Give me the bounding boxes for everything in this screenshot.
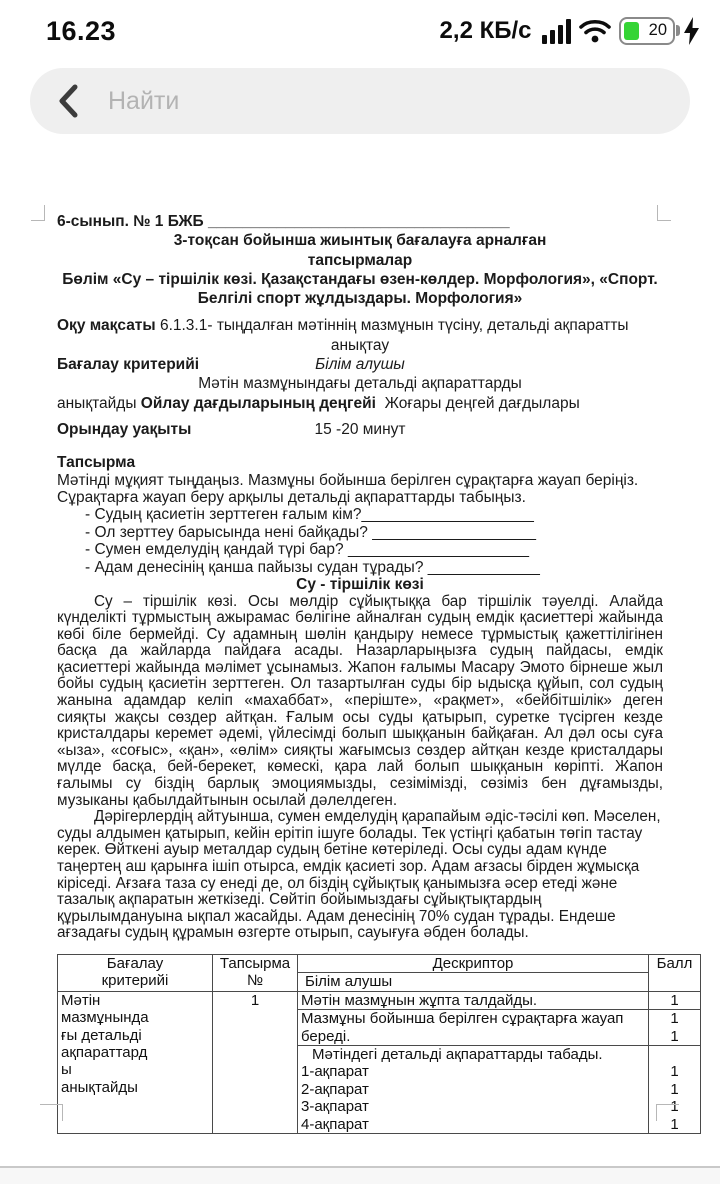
criteria-header-cell xyxy=(58,954,213,991)
descriptor-text: Мәтіндегі детальді ақпараттарды табады. xyxy=(312,1046,603,1064)
task-question: - Сумен емделудің қандай түрі бар? _____________________ xyxy=(85,541,529,559)
score-value: 1 xyxy=(670,1010,679,1028)
task-number-cell: 1 xyxy=(213,991,298,1133)
clock: 16.23 xyxy=(46,15,117,46)
battery-fill xyxy=(624,22,639,40)
descriptor-text: 3-ақпарат xyxy=(301,1098,369,1116)
score-header-cell: Балл xyxy=(649,954,701,991)
task-heading: Тапсырма xyxy=(57,454,136,472)
task-number-header-cell xyxy=(213,954,298,991)
battery-level: 20 xyxy=(648,21,667,39)
descriptor-header-cell: Дескриптор xyxy=(298,954,649,972)
criteria-text: ақпараттард xyxy=(61,1044,148,1062)
score-cell xyxy=(649,1010,701,1046)
descriptor-subheader-cell: Білім алушы xyxy=(298,973,649,991)
score-cell xyxy=(649,991,701,1009)
doc-heading: Белгілі спорт жұлдыздары. Морфология» xyxy=(197,290,523,308)
network-speed: 2,2 КБ/с xyxy=(439,17,532,44)
assessment-criteria: Мәтін мазмұнындағы детальді ақпараттарды xyxy=(198,375,522,393)
score-value: 1 xyxy=(670,991,679,1009)
duration-line: Орындау уақыты 15 -20 минут xyxy=(57,420,406,438)
doc-class-line: 6-сынып. № 1 БЖБ ___________________________________ xyxy=(57,213,510,230)
learning-objective: Оқу мақсаты 6.1.3.1- тыңдалған мәтіннің мазмұнын түсіну, детальді ақпаратты xyxy=(57,317,629,335)
doc-heading: Бөлім «Су – тіршілік көзі. Қазақстандағы өзен-көлдер. Морфология», «Спорт. xyxy=(62,270,658,288)
score-value: 1 xyxy=(670,1027,679,1045)
assessment-table xyxy=(57,954,693,1134)
score-value xyxy=(652,1046,697,1063)
charging-bolt-icon xyxy=(683,17,700,45)
descriptor-cell xyxy=(298,1010,649,1046)
battery-icon xyxy=(619,17,675,45)
descriptor-text: Мәтін мазмұнын жұпта талдайды. xyxy=(301,991,538,1009)
learning-objective: анықтау xyxy=(330,336,390,354)
criteria-text: ы xyxy=(61,1061,72,1079)
back-chevron-icon[interactable] xyxy=(56,83,80,119)
bottom-strip xyxy=(0,1168,720,1184)
descriptor-text: береді. xyxy=(301,1027,351,1045)
score-value: 1 xyxy=(670,1115,679,1133)
task-question: - Ол зерттеу барысында нені байқады? ___________________ xyxy=(85,523,536,541)
descriptor-cell xyxy=(298,1046,649,1134)
header-text: Тапсырма xyxy=(219,954,291,972)
spacer xyxy=(57,413,663,420)
page-margin-mark xyxy=(657,205,671,221)
descriptor-cell xyxy=(298,991,649,1009)
descriptor-text: Мазмұны бойынша берілген сұрақтарға жауап xyxy=(301,1010,624,1028)
criteria-text: ғы детальді xyxy=(61,1026,142,1044)
wifi-icon xyxy=(579,18,611,44)
page-margin-mark xyxy=(31,205,45,221)
criteria-text: Мәтін xyxy=(61,991,101,1009)
page-margin-mark xyxy=(656,1104,679,1121)
search-placeholder: Найти xyxy=(108,86,180,115)
header-text: № xyxy=(246,972,264,990)
task-question: - Адам денесінің қанша пайызы судан тұрады? _____________ xyxy=(85,558,540,576)
text-paragraph-1: Су – тіршілік көзі. Осы мөлдір сұйықтыққа бар тіршілік тәуелді. Алайда күнделікті тұрмыстың ажырамас бөлігіне айналған судың емдік қасиеттері жайында көбі біле бермейді. Су адамның шөлін қандыру немесе тұрмыстық қажеттілігінен басқа да жайларда пайдаға асады. Назарларыңызға судың пайдасы, емдік қасиеттері жайында мәлімет ұсынамыз. Жапон ғалымы Масару Эмото бірнеше жыл бойы судың қасиетін зерттеген. Ол тазартылған суды бір ыдысқа құйып, сол судың жанына адамдар келіп «махаббат», «періште», «рақмет», «бейбітшілік» деген сияқты жақсы сөздер айтқан. Ғалым осы суды қатырып, суретке түсірген кезде кристалдары керемет әдемі, үйлесімді болып шыққанын байқаған. Ал дәл осы суға «ыза», «соғыс», «қан», «өлім» сияқты жағымсыз сөздер айтқан кезде кристалдары мүлде басқа, бей-берекет, көмескі, қара лай болып шыққанын көріпті. Жапон ғалымы су біздің барлық эмоциямызды, сезімімізді, сөзіміз бен дұғамызды, музыканы қабылдайтынын осылай дәлелдеген. xyxy=(57,592,663,809)
score-value: 1 xyxy=(670,1098,679,1116)
spacer xyxy=(57,439,663,454)
spacer xyxy=(57,308,663,316)
criteria-cell xyxy=(58,991,213,1133)
document-text xyxy=(57,212,663,952)
task-question: - Судың қасиетін зерттеген ғалым кім?____________________ xyxy=(85,506,534,524)
task-instruction: Мәтінді мұқият тыңдаңыз. Мазмұны бойынша берілген сұрақтарға жауап беріңіз. xyxy=(57,471,639,489)
text-title: Су - тіршілік көзі xyxy=(296,576,424,594)
spacer xyxy=(57,942,663,952)
descriptor-table xyxy=(57,954,701,1134)
text-paragraph-2: Дәрігерлердің айтуынша, сумен емделудің қарапайым әдіс-тәсілі көп. Мәселен, суды алдымен қатырып, кейін ерітіп ішуге болады. Тек үстіңгі қабатын төгіп тастау керек. Өйткені ауыр металдар судың бетіне көтеріледі. Осы суды адам күнде таңертең аш қарынға ішіп отырса, емдік қасиеті зор. Адам ағзасы бірден жұмысқа кіріседі. Ағзаға таза су енеді де, ол біздің сұйықтық қанымызға әсер етеді және тазалық ақпаратын жеткізеді. Сөйтіп бойымыздағы сұйықтықтардың құрылымдануына ықпал жасайды. Адам денесінің 70% судан тұрады. Ендеше ағзадағы судың құрамын өзгерте отырып, сауығуға әбден болады. xyxy=(57,808,661,942)
doc-heading: тапсырмалар xyxy=(307,251,413,269)
doc-heading: 3-тоқсан бойынша жиынтық бағалауға арналған xyxy=(173,232,547,250)
descriptor-text: 4-ақпарат xyxy=(301,1115,369,1133)
task-instruction: Сұрақтарға жауап беру арқылы детальді ақпараттарды табыңыз. xyxy=(57,489,526,507)
thinking-skills: анықтайды Ойлау дағдыларының деңгейі Жоғары деңгей дағдылары xyxy=(57,394,580,412)
criteria-text: анықтайды xyxy=(61,1078,138,1096)
search-bar[interactable] xyxy=(30,68,690,134)
page-margin-mark xyxy=(40,1104,63,1121)
assessment-criteria: Бағалау критерийі Білім алушы xyxy=(57,356,405,374)
document-page[interactable] xyxy=(0,134,720,1134)
header-text: Бағалау xyxy=(106,954,164,972)
status-indicators xyxy=(440,17,700,45)
criteria-text: мазмұнында xyxy=(61,1009,149,1027)
cellular-signal-icon xyxy=(542,19,572,44)
descriptor-text: 1-ақпарат xyxy=(301,1063,369,1081)
score-value: 1 xyxy=(670,1080,679,1098)
header-text: критерийі xyxy=(101,972,169,990)
score-value: 1 xyxy=(670,1063,679,1081)
descriptor-text: 2-ақпарат xyxy=(301,1080,369,1098)
status-bar xyxy=(0,0,720,56)
